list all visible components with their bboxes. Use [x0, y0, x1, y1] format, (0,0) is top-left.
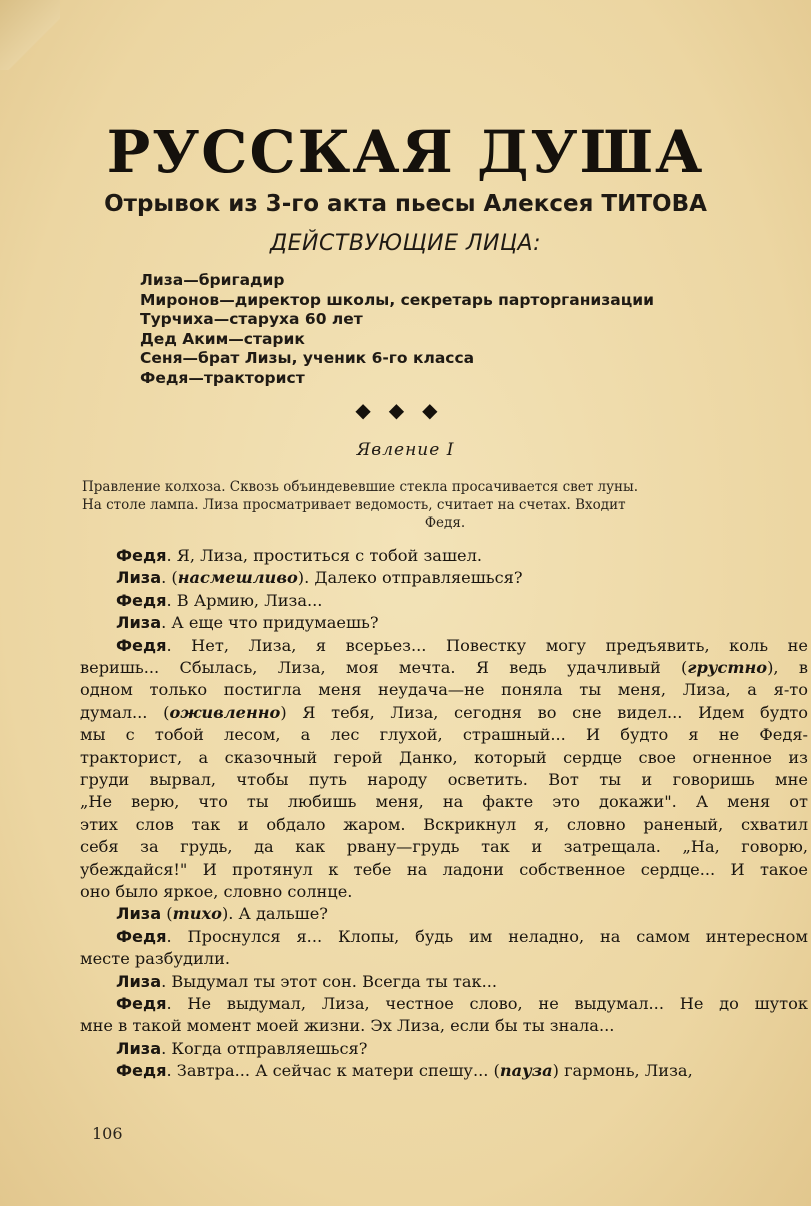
cast-item: Лиза—бригадир — [140, 271, 285, 289]
speech-text: тракторист, а сказочный герой Данко, который сердце свое огненное из — [80, 747, 808, 767]
speaker-name: Лиза — [116, 1038, 162, 1058]
dialogue — [80, 545, 808, 1083]
speech-text: . Не выдумал, Лиза, честное слово, не выдумал... Не до шуток — [166, 993, 808, 1013]
speech-text: ). А дальше? — [221, 904, 328, 924]
dialogue-line — [80, 635, 808, 657]
speaker-name: Федя — [116, 1061, 167, 1081]
dialogue-line — [80, 1060, 808, 1082]
speech-text: . Завтра... А сейчас к матери спешу... ( — [166, 1061, 500, 1081]
dialogue-continuation — [80, 702, 808, 724]
dialogue-continuation — [80, 747, 808, 769]
dialogue-continuation — [80, 836, 808, 858]
cast-item: Турчиха—старуха 60 лет — [140, 310, 363, 329]
speech-text: . В Армию, Лиза... — [166, 590, 323, 610]
speaker-name: Лиза — [116, 904, 162, 924]
speaker-name: Лиза — [116, 971, 162, 991]
cast-item: Дед Аким—старик — [140, 329, 305, 348]
dialogue-continuation — [80, 859, 808, 881]
speech-text: ) гармонь, Лиза, — [552, 1061, 693, 1081]
speech-text: . Когда отправляешься? — [161, 1038, 368, 1058]
dialogue-line — [80, 903, 808, 925]
stage-direction-line: На столе лампа. Лиза просматривает ведомость, считает на счетах. Входит — [82, 497, 626, 513]
stage-remark: тихо — [172, 904, 222, 924]
speech-text: убеждайся!" И протянул к тебе на ладони собственное сердце... И такое — [80, 859, 808, 879]
dialogue-line — [80, 926, 808, 948]
dialogue-line — [80, 993, 808, 1015]
dialogue-line — [80, 612, 808, 634]
speech-text: ) Я тебя, Лиза, сегодня во сне видел... Идем будто — [280, 702, 808, 722]
speaker-name: Федя — [116, 635, 167, 655]
speech-text: . Я, Лиза, проститься с тобой зашел. — [166, 546, 482, 565]
cast-item: Миронов—директор школы, секретарь парторганизации — [140, 290, 654, 309]
dialogue-continuation — [80, 1015, 808, 1037]
speech-text: месте разбудили. — [80, 949, 231, 969]
cast-list — [140, 271, 654, 389]
play-title: РУССКАЯ ДУША — [106, 118, 705, 186]
speech-text: думал... ( — [80, 702, 170, 722]
speech-text: . ( — [161, 568, 178, 588]
speech-text: груди вырвал, чтобы путь народу осветить. Вот ты и говоришь мне — [80, 769, 808, 789]
dialogue-continuation — [80, 657, 808, 679]
dialogue-line — [80, 545, 808, 567]
page-number: 106 — [92, 1124, 123, 1143]
speech-text: одном только постигла меня неудача—не поняла ты меня, Лиза, а я-то — [80, 680, 808, 700]
speaker-name: Федя — [116, 993, 167, 1013]
speech-text: себя за грудь, да как рвану—грудь так и затрещала. „На, говорю, — [80, 837, 808, 857]
section-divider: ◆◆◆ — [355, 398, 456, 422]
speech-text: „Не верю, что ты любишь меня, на факте это докажи". А меня от — [80, 792, 808, 812]
speech-text: . Выдумал ты этот сон. Всегда ты так... — [161, 971, 498, 991]
speaker-name: Федя — [116, 546, 167, 565]
dialogue-continuation — [80, 769, 808, 791]
speech-text: ), в — [767, 658, 808, 678]
play-subtitle: Отрывок из 3-го акта пьесы Алексея ТИТОВА — [104, 191, 707, 217]
stage-remark: насмешливо — [177, 568, 298, 588]
stage-remark: пауза — [499, 1061, 553, 1081]
dialogue-line — [80, 1038, 808, 1060]
stage-remark: оживленно — [169, 702, 281, 722]
speech-text: этих слов так и обдало жаром. Вскрикнул я, словно раненый, схватил — [80, 814, 808, 834]
dialogue-continuation — [80, 948, 808, 970]
dialogue-line — [80, 590, 808, 612]
dialogue-continuation — [80, 791, 808, 813]
stage-direction-line: Правление колхоза. Сквозь объиндевевшие стекла просачивается свет луны. — [82, 479, 639, 495]
dialogue-line — [80, 567, 808, 589]
speech-text: . А еще что придумаешь? — [161, 613, 379, 633]
dialogue-continuation — [80, 881, 808, 903]
speech-text: веришь... Сбылась, Лиза, моя мечта. Я ведь удачливый ( — [80, 658, 688, 678]
speech-text: мы с тобой лесом, а лес глухой, страшный... И будто я не Федя- — [80, 725, 808, 745]
speaker-name: Лиза — [116, 568, 162, 588]
cast-item: Сеня—брат Лизы, ученик 6-го класса — [140, 349, 475, 368]
scene-heading: Явление I — [356, 440, 455, 460]
speech-text: оно было яркое, словно солнце. — [80, 881, 353, 901]
speaker-name: Федя — [116, 590, 167, 610]
speaker-name: Федя — [116, 926, 167, 946]
speaker-name: Лиза — [116, 613, 162, 633]
dialogue-continuation — [80, 814, 808, 836]
speech-text: ). Далеко отправляешься? — [297, 568, 523, 588]
speech-text: ( — [161, 904, 173, 924]
cast-heading: ДЕЙСТВУЮЩИЕ ЛИЦА: — [269, 231, 542, 256]
speech-text: . Нет, Лиза, я всерьез... Повестку могу предъявить, коль не — [166, 635, 808, 655]
speech-text: . Проснулся я... Клопы, будь им неладно, на самом интересном — [166, 926, 808, 946]
cast-item: Федя—тракторист — [140, 368, 305, 387]
stage-direction — [82, 478, 808, 532]
dialogue-continuation — [80, 679, 808, 701]
stage-remark: грустно — [687, 658, 768, 678]
stage-direction-line: Федя. — [424, 515, 466, 531]
dialogue-line — [80, 971, 808, 993]
page-corner-fold — [0, 0, 60, 70]
speech-text: мне в такой момент моей жизни. Эх Лиза, если бы ты знала... — [80, 1016, 615, 1036]
dialogue-continuation — [80, 724, 808, 746]
